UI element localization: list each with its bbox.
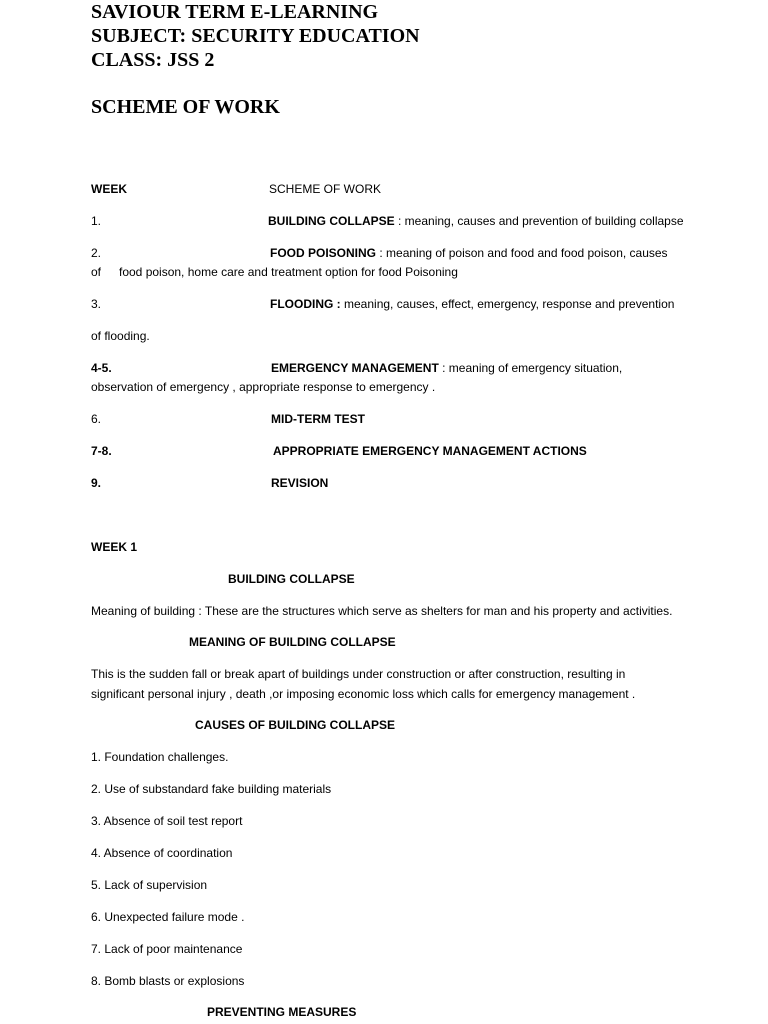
cause-item: 8. Bomb blasts or explosions	[91, 974, 245, 988]
scheme-row-topic	[271, 359, 622, 378]
building-collapse-heading: BUILDING COLLAPSE	[228, 572, 355, 586]
scheme-row-week: 9.	[91, 476, 102, 490]
topic-description: : meaning of emergency situation,	[438, 361, 623, 375]
scheme-row-week: 2.	[91, 246, 102, 260]
cause-item: 7. Lack of poor maintenance	[91, 942, 243, 956]
topic-continuation: of flooding.	[91, 329, 150, 343]
week-column-header: WEEK	[91, 182, 127, 196]
class-title: CLASS: JSS 2	[91, 49, 215, 71]
topic-continuation: observation of emergency , appropriate response to emergency .	[91, 380, 436, 394]
topic-continuation-prefix: of	[91, 265, 102, 279]
scheme-row-topic: APPROPRIATE EMERGENCY MANAGEMENT ACTIONS	[273, 444, 587, 458]
topic-title: EMERGENCY MANAGEMENT	[271, 361, 439, 375]
scheme-row-week: 6.	[91, 412, 102, 426]
topic-title: BUILDING COLLAPSE	[268, 214, 395, 228]
scheme-row-topic	[268, 212, 684, 231]
cause-item: 2. Use of substandard fake building materials	[91, 782, 332, 796]
scheme-of-work-heading: SCHEME OF WORK	[91, 96, 280, 118]
topic-description: : meaning, causes and prevention of building collapse	[394, 214, 684, 228]
subject-title: SUBJECT: SECURITY EDUCATION	[91, 25, 420, 47]
topic-title: FOOD POISONING	[270, 246, 377, 260]
topic-continuation: food poison, home care and treatment option for food Poisoning	[119, 265, 458, 279]
cause-item: 6. Unexpected failure mode .	[91, 910, 245, 924]
cause-item: 1. Foundation challenges.	[91, 750, 229, 764]
scheme-row-week: 1.	[91, 214, 102, 228]
topic-description: : meaning of poison and food and food poison, causes	[376, 246, 668, 260]
collapse-definition-line: This is the sudden fall or break apart of buildings under construction or after construction, resulting in	[91, 667, 626, 681]
scheme-row-week: 3.	[91, 297, 102, 311]
cause-item: 3. Absence of soil test report	[91, 814, 243, 828]
week-1-label: WEEK 1	[91, 540, 138, 554]
topic-title: FLOODING :	[270, 297, 341, 311]
scheme-row-topic	[270, 244, 668, 263]
cause-item: 5. Lack of supervision	[91, 878, 208, 892]
collapse-definition-line: significant personal injury , death ,or imposing economic loss which calls for emergency management .	[91, 687, 636, 701]
scheme-row-topic: MID-TERM TEST	[271, 412, 365, 426]
meaning-of-building: Meaning of building : These are the structures which serve as shelters for man and his property and activities.	[91, 604, 673, 618]
scheme-row-week: 4-5.	[91, 361, 112, 375]
preventing-measures-heading: PREVENTING MEASURES	[207, 1005, 357, 1019]
scheme-row-topic: REVISION	[271, 476, 329, 490]
scheme-row-topic	[270, 295, 674, 314]
cause-item: 4. Absence of coordination	[91, 846, 233, 860]
school-title: SAVIOUR TERM E-LEARNING	[91, 1, 379, 23]
causes-heading: CAUSES OF BUILDING COLLAPSE	[195, 718, 396, 732]
scheme-column-header: SCHEME OF WORK	[269, 182, 382, 196]
topic-description: meaning, causes, effect, emergency, response and prevention	[340, 297, 675, 311]
scheme-row-week: 7-8.	[91, 444, 112, 458]
meaning-of-collapse-heading: MEANING OF BUILDING COLLAPSE	[189, 635, 396, 649]
